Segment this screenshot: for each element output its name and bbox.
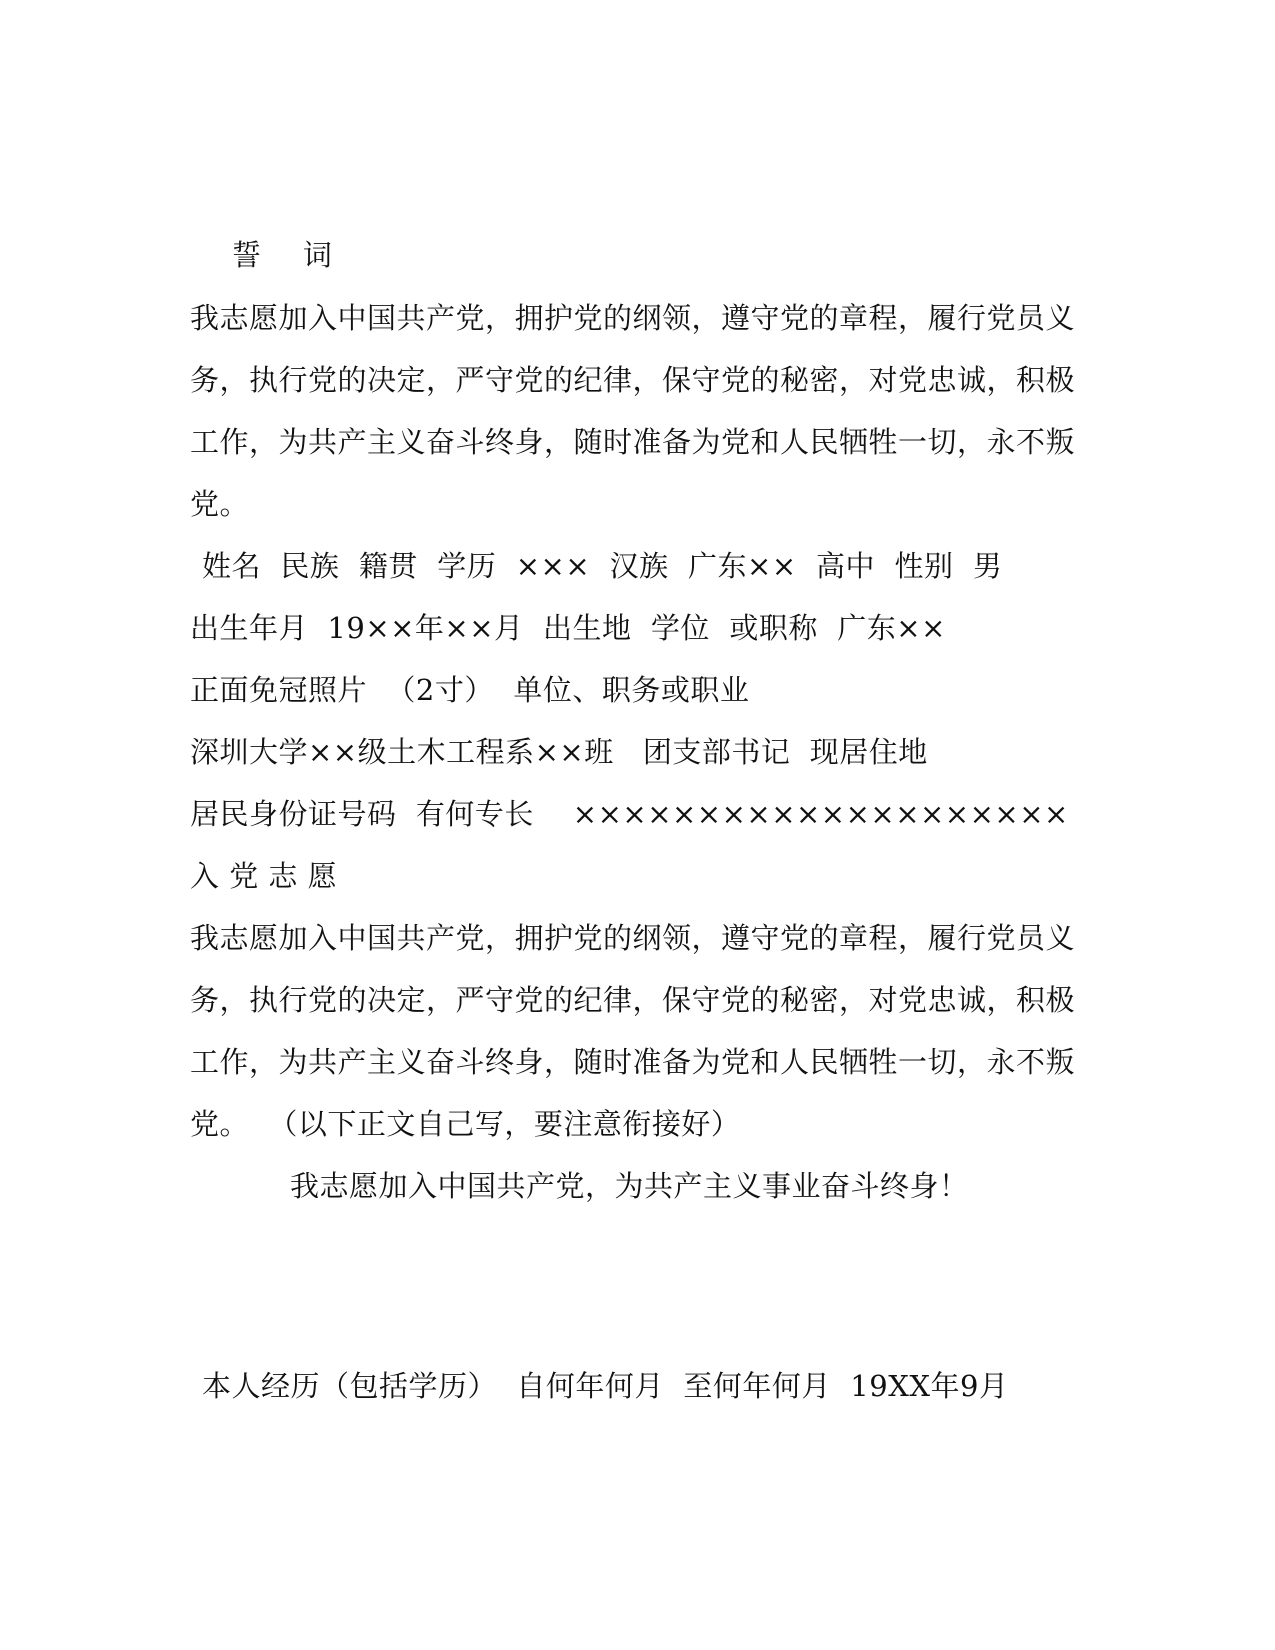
form-line-basic-info: 姓名 民族 籍贯 学历 ××× 汉族 广东×× 高中 性别 男 bbox=[202, 549, 1003, 583]
experience-line: 本人经历（包括学历） 自何年何月 至何年何月 19XX年9月 bbox=[202, 1369, 1009, 1403]
oath-paragraph-line: 党。 bbox=[190, 487, 250, 521]
oath-paragraph-line: 工作，为共产主义奋斗终身，随时准备为党和人民牺牲一切，永不叛 bbox=[190, 425, 1076, 459]
wish-paragraph-line: 我志愿加入中国共产党，拥护党的纲领，遵守党的章程，履行党员义 bbox=[190, 921, 1076, 955]
wish-statement: 我志愿加入中国共产党，为共产主义事业奋斗终身！ bbox=[290, 1169, 969, 1203]
form-line-photo: 正面免冠照片 （2寸） 单位、职务或职业 bbox=[190, 673, 750, 707]
wish-paragraph-line: 工作，为共产主义奋斗终身，随时准备为党和人民牺牲一切，永不叛 bbox=[190, 1045, 1076, 1079]
oath-paragraph-line: 务，执行党的决定，严守党的纪律，保守党的秘密，对党忠诚，积极 bbox=[190, 363, 1076, 397]
oath-paragraph-line: 我志愿加入中国共产党，拥护党的纲领，遵守党的章程，履行党员义 bbox=[190, 301, 1076, 335]
form-line-unit: 深圳大学××级土木工程系××班 团支部书记 现居住地 bbox=[190, 735, 928, 769]
wish-paragraph-line: 务，执行党的决定，严守党的纪律，保守党的秘密，对党忠诚，积极 bbox=[190, 983, 1076, 1017]
wish-paragraph-line: 党。 （以下正文自己写，要注意衔接好） bbox=[190, 1107, 741, 1141]
form-line-birth: 出生年月 19××年××月 出生地 学位 或职称 广东×× bbox=[190, 611, 946, 645]
oath-title: 誓 词 bbox=[232, 238, 333, 272]
wish-title: 入 党 志 愿 bbox=[190, 859, 338, 893]
form-line-id: 居民身份证号码 有何专长 ×××××××××××××××××××× bbox=[190, 797, 1069, 831]
